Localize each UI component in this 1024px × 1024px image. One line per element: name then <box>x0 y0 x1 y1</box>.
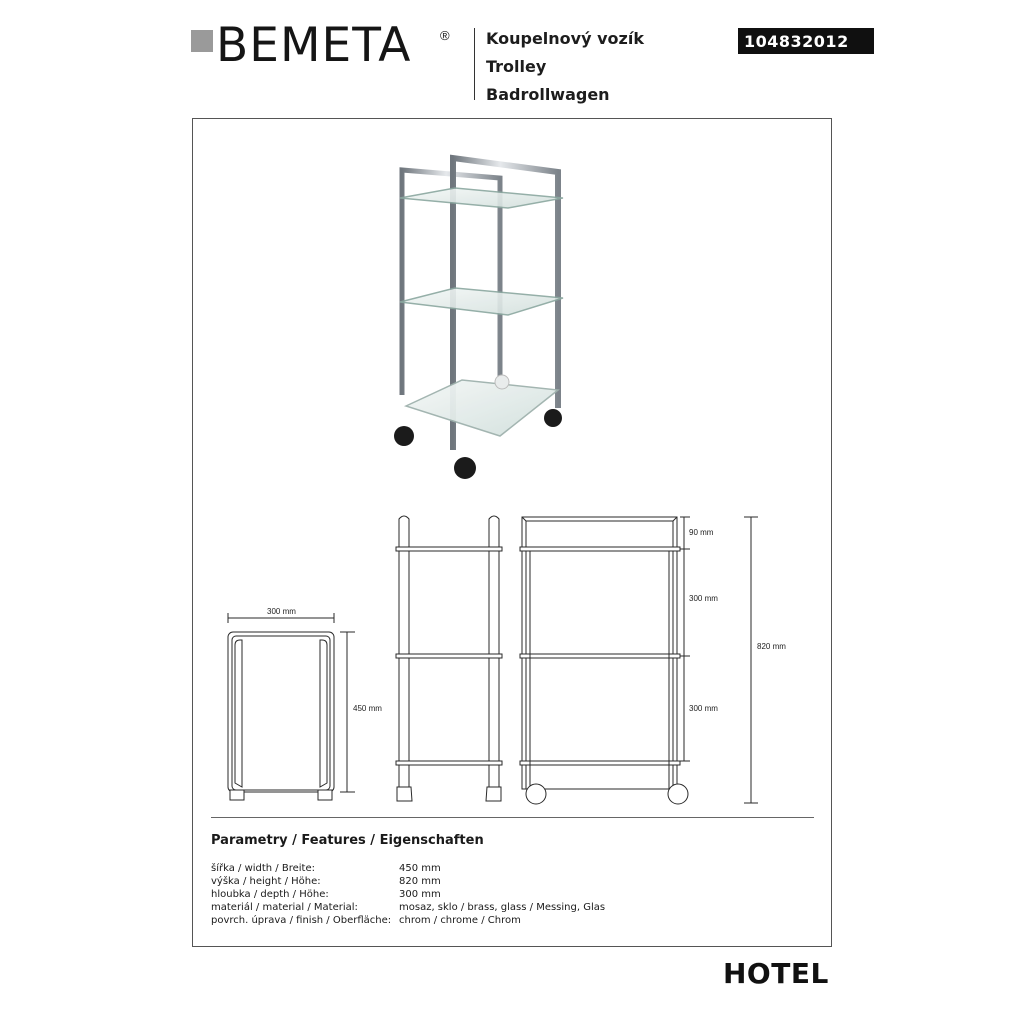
spec-row <box>211 875 605 888</box>
spec-row <box>211 862 605 875</box>
spec-table <box>211 862 605 927</box>
dim-total-height: 820 mm <box>757 642 786 651</box>
side-view-drawing <box>228 613 355 800</box>
side-elevation-drawing <box>520 517 758 804</box>
spec-value: 450 mm <box>399 863 441 874</box>
bottom-shelf <box>406 380 558 436</box>
product-titles <box>486 25 644 109</box>
caster-left <box>394 426 414 446</box>
dim-side-height: 450 mm <box>353 704 382 713</box>
spec-label: povrch. úprava / finish / Oberfläche: <box>211 915 392 926</box>
top-shelf <box>400 188 563 208</box>
front-view-drawing <box>396 516 502 801</box>
features-divider <box>211 817 814 818</box>
technical-drawings <box>200 505 820 815</box>
brand-logo: BEMETA <box>216 18 412 73</box>
header-divider <box>474 28 475 100</box>
product-photo <box>380 150 580 490</box>
dim-shelf-gap-upper: 300 mm <box>689 594 718 603</box>
middle-shelf <box>400 288 563 315</box>
spec-row <box>211 888 605 901</box>
caster-right <box>544 409 562 427</box>
features-title: Parametry / Features / Eigenschaften <box>211 833 484 848</box>
title-czech: Koupelnový vozík <box>486 29 644 48</box>
dim-top-gap: 90 mm <box>689 528 714 537</box>
spec-value: mosaz, sklo / brass, glass / Messing, Glas <box>399 902 606 913</box>
title-english: Trolley <box>486 57 547 76</box>
spec-label: materiál / material / Material: <box>211 902 358 913</box>
product-code: 104832012 <box>738 28 874 54</box>
dim-side-width: 300 mm <box>267 607 296 616</box>
registered-mark: ® <box>440 28 450 43</box>
caster-front <box>454 457 476 479</box>
spec-value: chrom / chrome / Chrom <box>399 915 521 926</box>
spec-label: výška / height / Höhe: <box>211 876 321 887</box>
title-german: Badrollwagen <box>486 85 610 104</box>
spec-row <box>211 901 605 914</box>
dim-shelf-gap-lower: 300 mm <box>689 704 718 713</box>
spec-label: hloubka / depth / Höhe: <box>211 889 329 900</box>
caster-back <box>495 375 509 389</box>
spec-row <box>211 914 605 927</box>
spec-value: 300 mm <box>399 889 441 900</box>
logo-square-mark <box>191 30 213 52</box>
spec-label: šířka / width / Breite: <box>211 863 315 874</box>
category-label: HOTEL <box>723 957 829 990</box>
spec-value: 820 mm <box>399 876 441 887</box>
